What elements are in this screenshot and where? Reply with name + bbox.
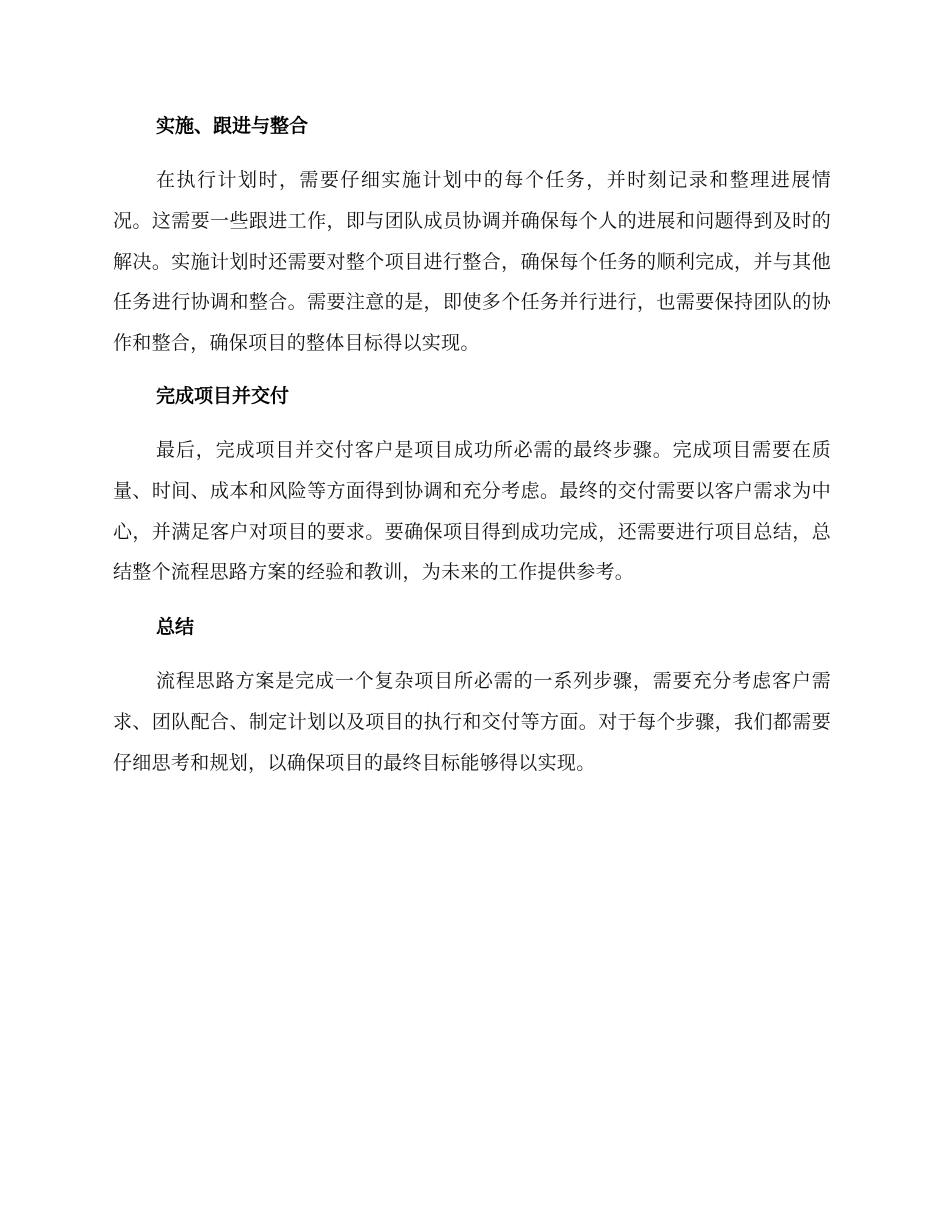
section-heading: 完成项目并交付 (156, 384, 290, 407)
section-summary (113, 608, 831, 783)
section-paragraph: 流程思路方案是完成一个复杂项目所必需的一系列步骤，需要充分考虑客户需求、团队配合、制定计划以及项目的执行和交付等方面。对于每个步骤，我们都需要仔细思考和规划，以确保项目的最终目标能够得以实现。 (113, 670, 831, 774)
section-paragraph: 最后，完成项目并交付客户是项目成功所必需的最终步骤。完成项目需要在质量、时间、成本和风险等方面得到协调和充分考虑。最终的交付需要以客户需求为中心，并满足客户对项目的要求。要确保项目得到成功完成，还需要进行项目总结，总结整个流程思路方案的经验和教训，为未来的工作提供参考。 (113, 438, 831, 584)
section-delivery (113, 377, 831, 593)
section-implementation (113, 107, 831, 364)
section-heading: 实施、跟进与整合 (156, 115, 309, 137)
section-paragraph: 在执行计划时，需要仔细实施计划中的每个任务，并时刻记录和整理进展情况。这需要一些跟进工作，即与团队成员协调并确保每个人的进展和问题得到及时的解决。实施计划时还需要对整个项目进行整合，确保每个任务的顺利完成，并与其他任务进行协调和整合。需要注意的是，即使多个任务并行进行，也需要保持团队的协作和整合，确保项目的整体目标得以实现。 (113, 169, 831, 355)
section-heading: 总结 (156, 616, 195, 639)
document-body (113, 107, 831, 784)
